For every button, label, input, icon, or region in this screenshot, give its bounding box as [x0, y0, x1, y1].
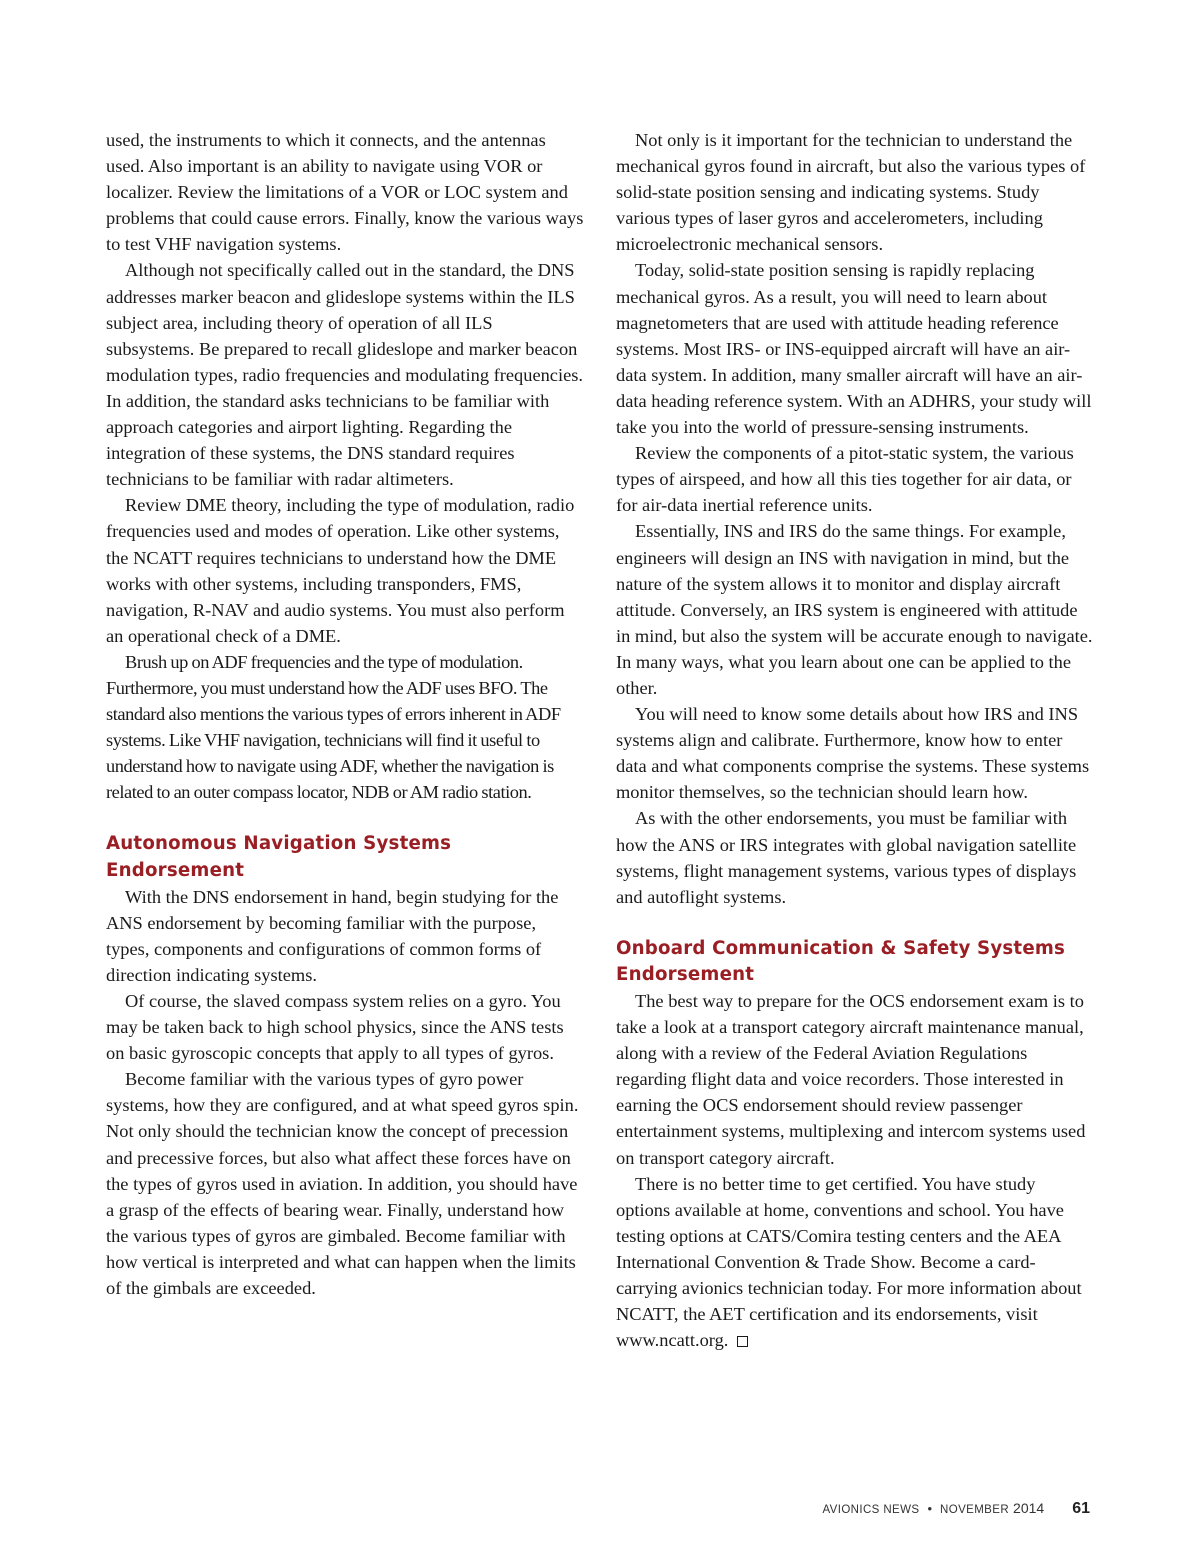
section-heading-ans: Autonomous Navigation Systems Endorsement — [106, 833, 452, 881]
section-heading-ocs: Onboard Communication & Safety Systems Endorsement — [616, 937, 1066, 985]
paragraph: The best way to prepare for the OCS endorsement exam is to take a look at a transport category aircraft maintenance manual, along with a review of the Federal Aviation Regulations regarding flight data and voice recorders. Those interested in earning the OCS endorsement should review passenger entertainment systems, multiplexing and intercom systems used on transport category aircraft. — [616, 991, 1086, 1168]
paragraph: With the DNS endorsement in hand, begin studying for the ANS endorsement by becoming familiar with the purpose, types, components and configurations of common forms of direction indicating systems. — [106, 886, 559, 985]
paragraph-closing — [616, 1171, 1094, 1354]
paragraph: Essentially, INS and IRS do the same things. For example, engineers will design an INS with navigation in mind, but the nature of the system allows it to monitor and display aircraft attitude. Conversely, an IRS system is engineered with attitude in mind, but also the system will be accurate enough to navigate. In many ways, what you learn about one can be applied to the other. — [616, 521, 1093, 698]
paragraph: Not only is it important for the technician to understand the mechanical gyros found in aircraft, but also the various types of solid-state position sensing and indicating systems. Study various types of laser gyros and accelerometers, including microelectronic mechanical sensors. — [616, 130, 1086, 255]
footer-publication: AVIONICS NEWS — [822, 1504, 920, 1516]
footer-year: 2014 — [1013, 1500, 1045, 1516]
page-footer — [822, 1500, 1090, 1524]
footer-bullet: • — [927, 1501, 933, 1516]
page-number: 61 — [1072, 1500, 1090, 1517]
right-column — [616, 127, 1094, 1353]
paragraph: Of course, the slaved compass system relies on a gyro. You may be taken back to high school physics, since the ANS tests on basic gyroscopic concepts that apply to all types of gyros. — [106, 991, 564, 1064]
paragraph: You will need to know some details about how IRS and INS systems align and calibrate. Furthermore, know how to enter data and what components comprise the systems. These systems monitor themselves, so the technician should learn how. — [616, 704, 1090, 803]
end-mark-icon — [737, 1336, 748, 1347]
paragraph: Review the components of a pitot-static system, the various types of airspeed, and how all this ties together for air data, or for air-data inertial reference units. — [616, 443, 1074, 516]
left-column — [106, 127, 584, 1301]
paragraph: Review DME theory, including the type of modulation, radio frequencies used and modes of operation. Like other systems, the NCATT requires technicians to understand how the DME works with other systems, including transponders, FMS, navigation, R-NAV and audio systems. You must also perform an operational check of a DME. — [106, 495, 575, 646]
paragraph: Brush up on ADF frequencies and the type of modulation. Furthermore, you must understand how the ADF uses BFO. The standard also mentions the various types of errors inherent in ADF systems. Like VHF navigation, technicians will find it useful to understand how to navigate using ADF, whether the navigation is related to an outer compass locator, NDB or AM radio station. — [106, 651, 561, 803]
closing-text: There is no better time to get certified. You have study options available at home, conventions and school. You have testing options at CATS/Comira testing centers and the AEA International Convention & Trade Show. Become a card-carrying avionics technician today. For more information about NCATT, the AET certification and its endorsements, visit www.ncatt.org. — [616, 1173, 1082, 1351]
footer-month: NOVEMBER — [940, 1504, 1010, 1516]
paragraph: As with the other endorsements, you must be familiar with how the ANS or IRS integrates with global navigation satellite systems, flight management systems, various types of displays and autoflight systems. — [616, 808, 1077, 907]
paragraph: Although not specifically called out in the standard, the DNS addresses marker beacon and glideslope systems within the ILS subject area, including theory of operation of all ILS subsystems. Be prepared to recall glideslope and marker beacon modulation types, radio frequencies and modulating frequencies. In addition, the standard asks technicians to be familiar with approach categories and airport lighting. Regarding the integration of these systems, the DNS standard requires technicians to be familiar with radar altimeters. — [106, 260, 583, 490]
paragraph: Become familiar with the various types of gyro power systems, how they are configured, and at what speed gyros spin. Not only should the technician know the concept of precession and precessive forces, but also what affect these forces have on the types of gyros used in aviation. In addition, you should have a grasp of the effects of bearing wear. Finally, understand how the various types of gyros are gimbaled. Become familiar with how vertical is interpreted and what can happen when the limits of the gimbals are exceeded. — [106, 1069, 579, 1299]
paragraph: Today, solid-state position sensing is rapidly replacing mechanical gyros. As a result, you will need to learn about magnetometers that are used with attitude heading reference systems. Most IRS- or INS-equipped aircraft will have an air-data system. In addition, many smaller aircraft will have an air-data heading reference system. With an ADHRS, your study will take you into the world of pressure-sensing instruments. — [616, 260, 1092, 438]
paragraph: used, the instruments to which it connects, and the antennas used. Also important is an ability to navigate using VOR or localizer. Review the limitations of a VOR or LOC system and problems that could cause errors. Finally, know the various ways to test VHF navigation systems. — [106, 130, 584, 255]
